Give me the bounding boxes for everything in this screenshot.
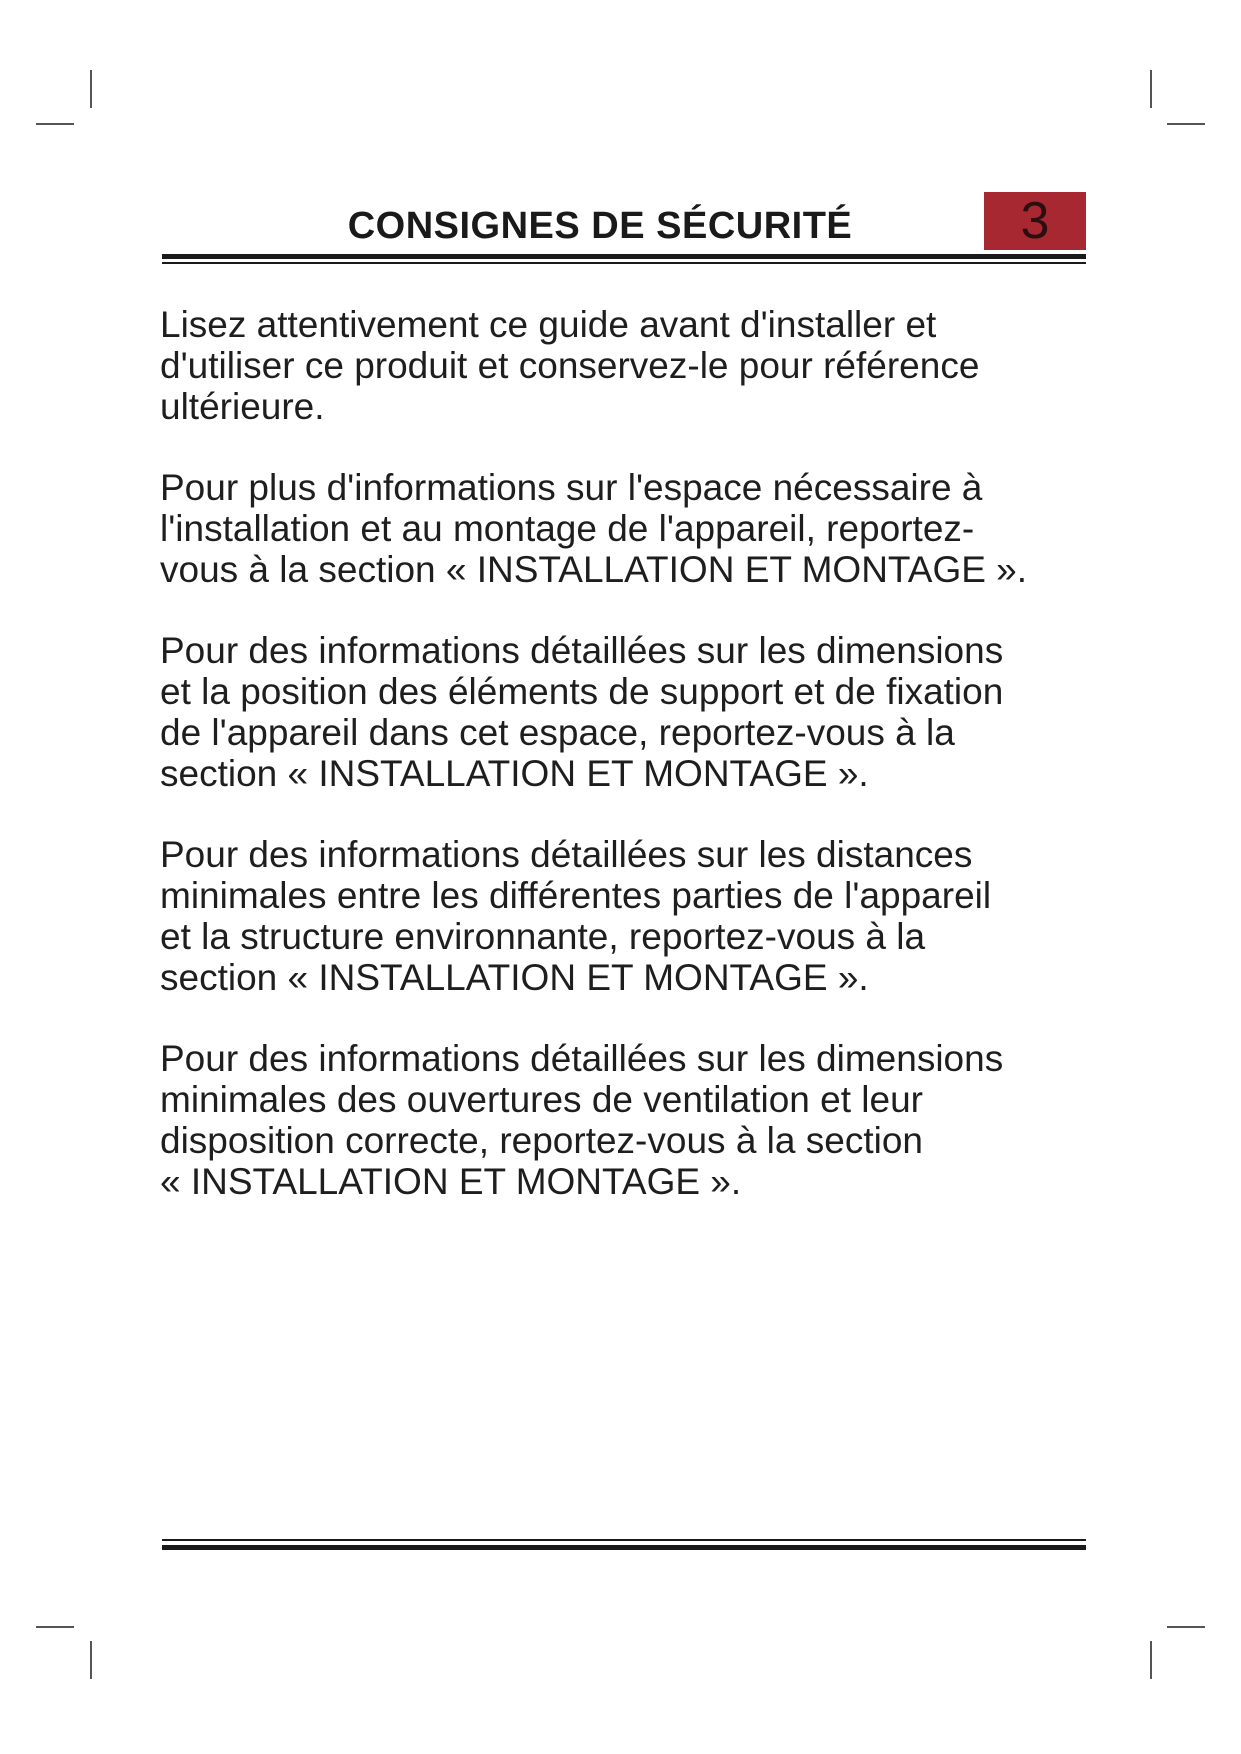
page-title: CONSIGNES DE SÉCURITÉ bbox=[347, 205, 853, 247]
text-line: minimales entre les différentes parties de l'appareil bbox=[160, 875, 992, 916]
text-line: et la structure environnante, reportez-vous à la bbox=[160, 916, 926, 957]
text-line: d'utiliser ce produit et conservez-le pour référence bbox=[160, 345, 980, 386]
header-rule-thin bbox=[162, 262, 1086, 264]
crop-mark-bottom-right-horizontal bbox=[1167, 1626, 1205, 1628]
paragraph-intro bbox=[160, 304, 1100, 427]
text-line: Pour des informations détaillées sur les distances bbox=[160, 834, 973, 875]
crop-mark-top-right-horizontal bbox=[1167, 123, 1205, 125]
text-line: Pour des informations détaillées sur les dimensions bbox=[160, 1038, 1004, 1079]
footer-rule-thin bbox=[162, 1539, 1086, 1541]
paragraph-ventilation bbox=[160, 1038, 1100, 1202]
paragraph-installation-space bbox=[160, 467, 1100, 590]
text-line: « INSTALLATION ET MONTAGE ». bbox=[160, 1161, 742, 1202]
crop-mark-top-right-vertical bbox=[1150, 70, 1152, 108]
crop-mark-top-left-horizontal bbox=[36, 123, 74, 125]
crop-mark-bottom-right-vertical bbox=[1150, 1641, 1152, 1679]
text-line: de l'appareil dans cet espace, reportez-vous à la bbox=[160, 712, 955, 753]
text-line: l'installation et au montage de l'appareil, reportez- bbox=[160, 508, 975, 549]
crop-mark-bottom-left-vertical bbox=[90, 1641, 92, 1679]
footer-rule-thick bbox=[162, 1545, 1086, 1550]
text-line: et la position des éléments de support et de fixation bbox=[160, 671, 1004, 712]
crop-mark-bottom-left-horizontal bbox=[36, 1626, 74, 1628]
text-line: Pour des informations détaillées sur les dimensions bbox=[160, 630, 1004, 671]
text-line: Pour plus d'informations sur l'espace nécessaire à bbox=[160, 467, 983, 508]
text-line: disposition correcte, reportez-vous à la section bbox=[160, 1120, 923, 1161]
paragraph-minimum-distances bbox=[160, 834, 1100, 998]
paragraph-support-elements bbox=[160, 630, 1100, 794]
crop-mark-top-left-vertical bbox=[90, 70, 92, 108]
content-body bbox=[160, 304, 1100, 1242]
text-line: section « INSTALLATION ET MONTAGE ». bbox=[160, 957, 869, 998]
text-line: ultérieure. bbox=[160, 386, 325, 427]
page-number-badge: 3 bbox=[984, 192, 1086, 250]
text-line: vous à la section « INSTALLATION ET MONTAGE ». bbox=[160, 549, 1028, 590]
text-line: Lisez attentivement ce guide avant d'installer et bbox=[160, 304, 937, 345]
text-line: minimales des ouvertures de ventilation et leur bbox=[160, 1079, 923, 1120]
header-rule-thick bbox=[162, 254, 1086, 259]
text-line: section « INSTALLATION ET MONTAGE ». bbox=[160, 753, 869, 794]
